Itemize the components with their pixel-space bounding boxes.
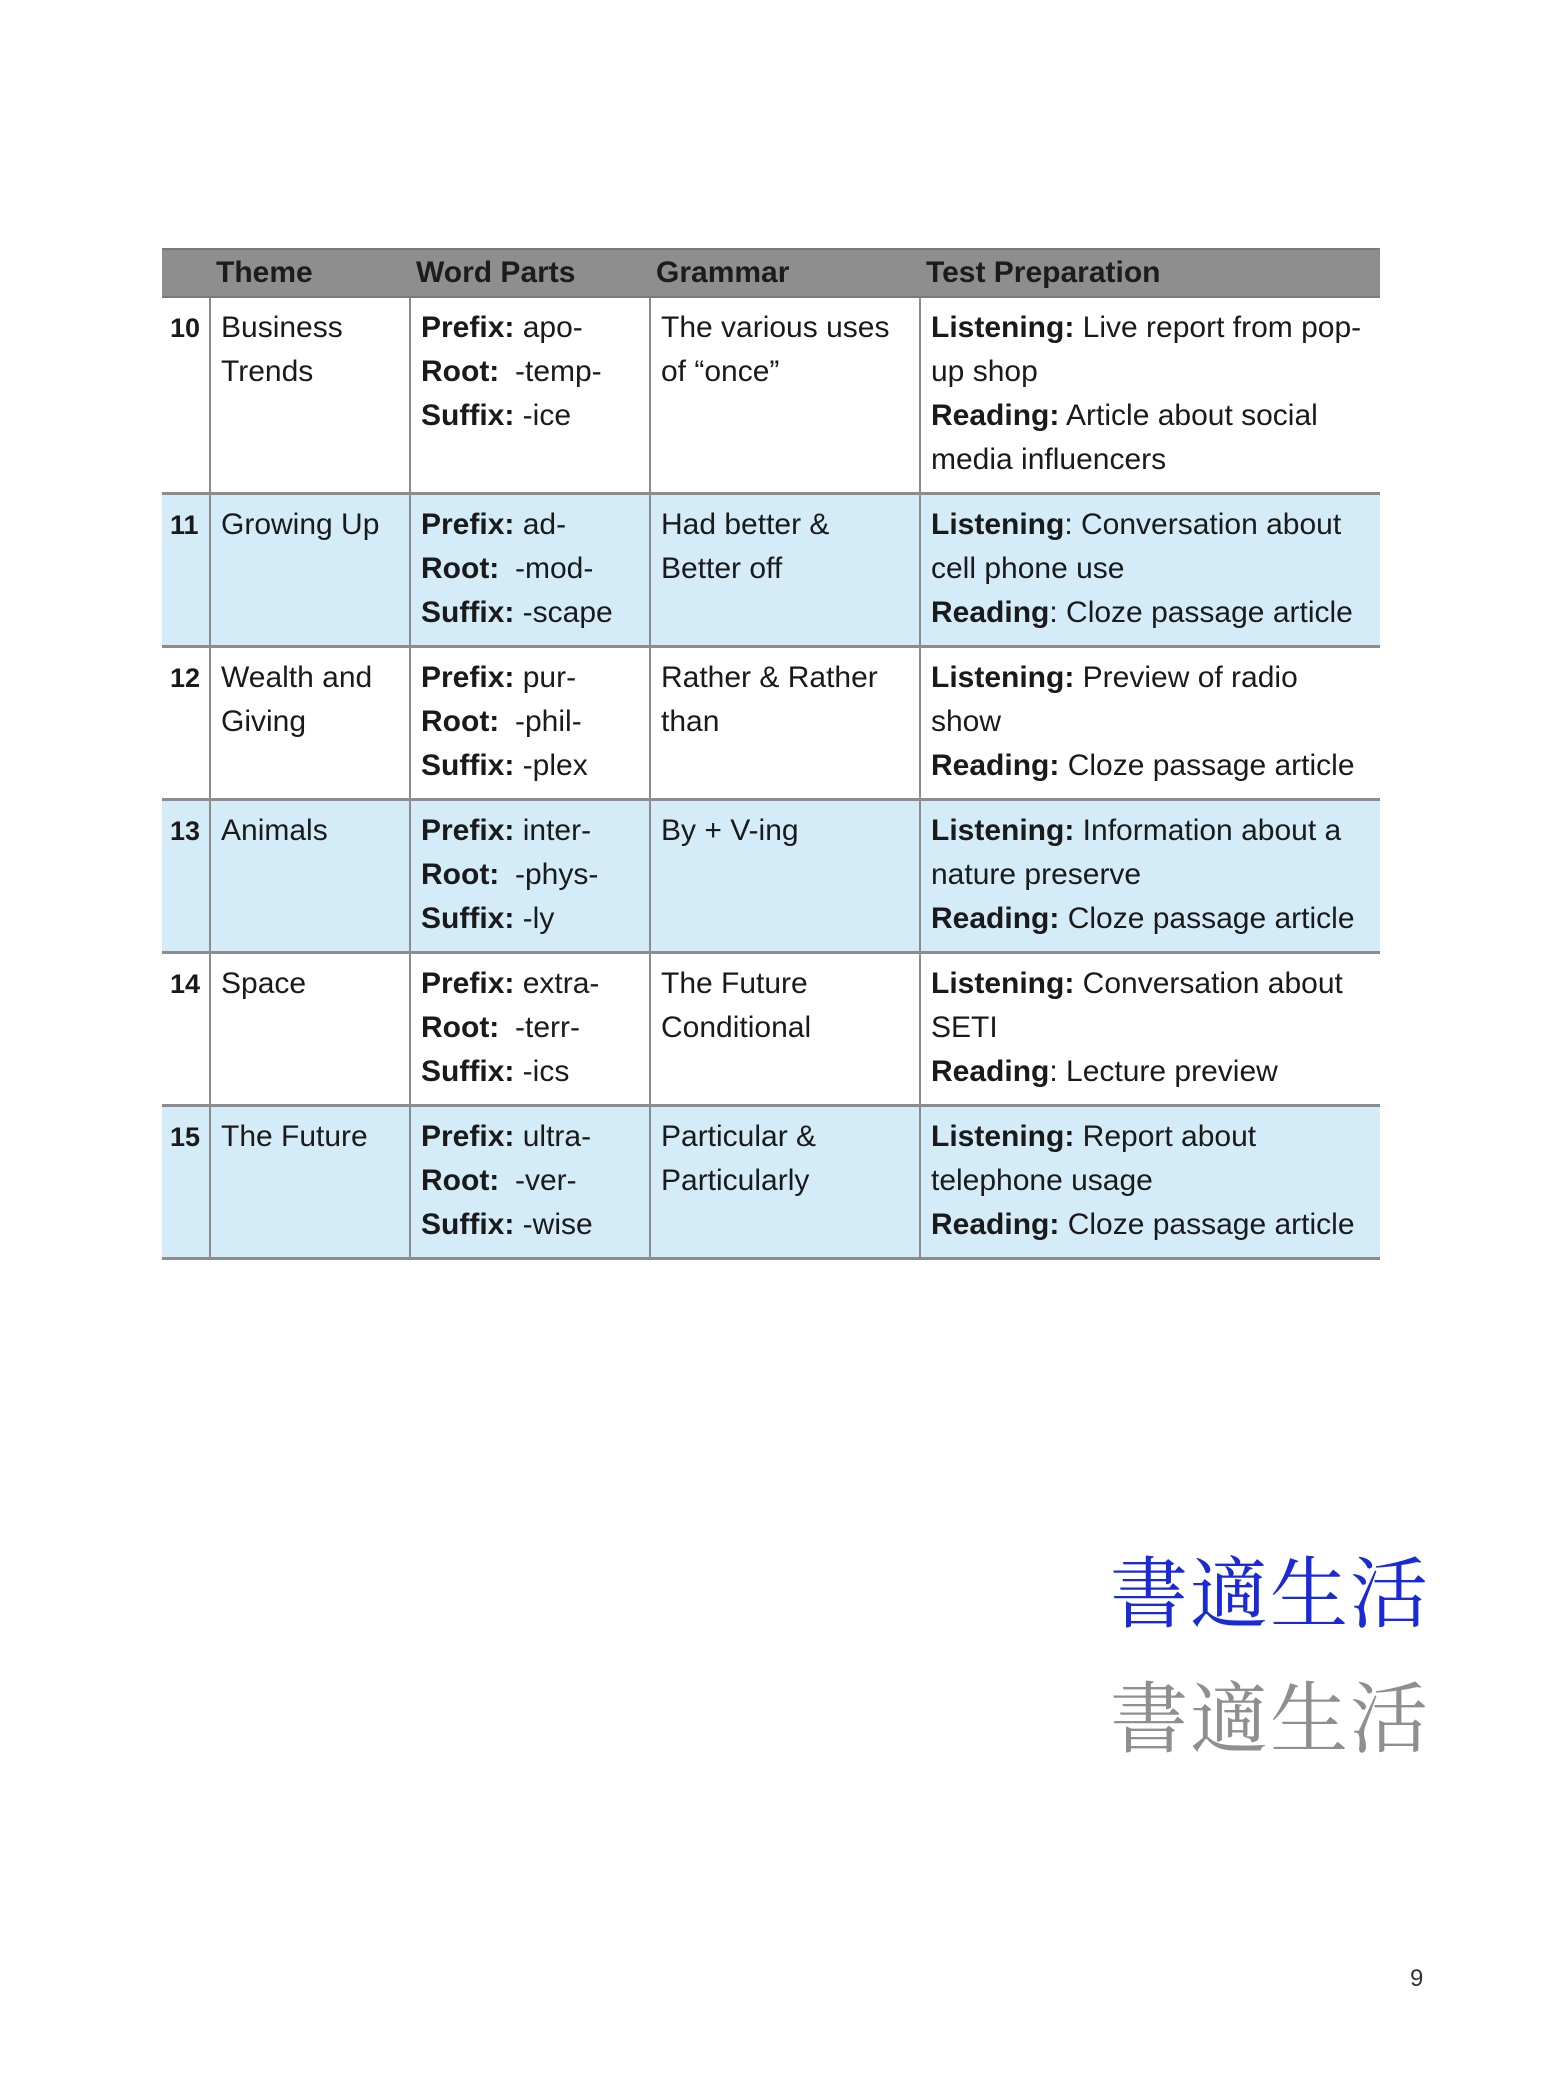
reading-label: Reading	[931, 1055, 1050, 1088]
prefix-value: ad-	[522, 508, 567, 541]
reading-line	[931, 591, 1370, 635]
suffix-label: Suffix:	[421, 749, 515, 782]
publisher-watermark-shadow: 書適生活	[1110, 1675, 1431, 1765]
root-line	[421, 853, 639, 897]
grammar-line: Had better &	[661, 508, 830, 541]
theme-line: Giving	[221, 705, 307, 738]
listening-label: Listening:	[931, 1120, 1075, 1153]
grammar-cell	[650, 800, 920, 953]
theme-line: The Future	[221, 1120, 368, 1153]
test-prep-cell	[920, 647, 1380, 800]
page-number: 9	[1410, 1965, 1424, 1992]
table-row	[162, 297, 1380, 494]
listening-label: Listening:	[931, 661, 1075, 694]
prefix-label: Prefix:	[421, 508, 515, 541]
reading-text: : Lecture preview	[1049, 1055, 1278, 1088]
prefix-label: Prefix:	[421, 967, 515, 1000]
suffix-value: -ly	[522, 902, 555, 935]
suffix-label: Suffix:	[421, 1055, 515, 1088]
suffix-line	[421, 1050, 639, 1094]
table-row	[162, 1106, 1380, 1259]
suffix-value: -ics	[522, 1055, 570, 1088]
theme-line: Business	[221, 311, 343, 344]
table-row	[162, 953, 1380, 1106]
reading-label: Reading:	[931, 902, 1060, 935]
listening-line	[931, 656, 1370, 744]
theme-line: Wealth and	[221, 661, 373, 694]
root-value: -mod-	[515, 552, 594, 585]
prefix-value: extra-	[522, 967, 600, 1000]
reading-text: Cloze passage article	[1067, 749, 1355, 782]
word-parts-cell	[410, 953, 650, 1106]
header-grammar: Grammar	[650, 249, 920, 297]
listening-label: Listening:	[931, 311, 1075, 344]
prefix-label: Prefix:	[421, 1120, 515, 1153]
suffix-label: Suffix:	[421, 596, 515, 629]
word-parts-cell	[410, 647, 650, 800]
suffix-label: Suffix:	[421, 1208, 515, 1241]
prefix-value: ultra-	[522, 1120, 592, 1153]
listening-line	[931, 306, 1370, 394]
word-parts-cell	[410, 800, 650, 953]
listening-line	[931, 1115, 1370, 1203]
test-prep-cell	[920, 1106, 1380, 1259]
suffix-line	[421, 394, 639, 438]
listening-text: Conversation about SETI	[931, 967, 1343, 1044]
root-value: -phil-	[515, 705, 582, 738]
header-theme: Theme	[210, 249, 410, 297]
suffix-line	[421, 591, 639, 635]
unit-number: 13	[162, 800, 210, 953]
listening-line	[931, 809, 1370, 897]
prefix-line	[421, 1115, 639, 1159]
root-line	[421, 350, 639, 394]
root-line	[421, 1159, 639, 1203]
suffix-line	[421, 897, 639, 941]
listening-line	[931, 962, 1370, 1050]
reading-line	[931, 394, 1370, 482]
suffix-value: -wise	[522, 1208, 593, 1241]
reading-text: : Cloze passage article	[1049, 596, 1353, 629]
prefix-value: pur-	[522, 661, 577, 694]
root-value: -temp-	[515, 355, 602, 388]
prefix-label: Prefix:	[421, 661, 515, 694]
suffix-label: Suffix:	[421, 902, 515, 935]
listening-text: : Conversation about cell phone use	[931, 508, 1342, 585]
prefix-line	[421, 809, 639, 853]
listening-text: Information about a nature preserve	[931, 814, 1342, 891]
reading-label: Reading:	[931, 399, 1060, 432]
reading-label: Reading	[931, 596, 1050, 629]
grammar-line: Particularly	[661, 1164, 810, 1197]
reading-line	[931, 1203, 1370, 1247]
suffix-line	[421, 744, 639, 788]
theme-cell	[210, 800, 410, 953]
root-line	[421, 547, 639, 591]
grammar-line: Particular &	[661, 1120, 817, 1153]
table-row	[162, 647, 1380, 800]
root-label: Root:	[421, 355, 500, 388]
listening-text: Report about telephone usage	[931, 1120, 1257, 1197]
root-line	[421, 700, 639, 744]
prefix-line	[421, 306, 639, 350]
table-header-row	[162, 249, 1380, 297]
header-test-preparation: Test Preparation	[920, 249, 1380, 297]
grammar-cell	[650, 494, 920, 647]
grammar-line: The Future	[661, 967, 808, 1000]
listening-label: Listening:	[931, 967, 1075, 1000]
word-parts-cell	[410, 1106, 650, 1259]
root-value: -phys-	[515, 858, 599, 891]
grammar-cell	[650, 647, 920, 800]
prefix-label: Prefix:	[421, 311, 515, 344]
prefix-line	[421, 503, 639, 547]
unit-number: 12	[162, 647, 210, 800]
reading-label: Reading:	[931, 749, 1060, 782]
reading-text: Cloze passage article	[1067, 1208, 1355, 1241]
theme-cell	[210, 647, 410, 800]
grammar-line: The various uses	[661, 311, 890, 344]
test-prep-cell	[920, 494, 1380, 647]
prefix-line	[421, 656, 639, 700]
root-label: Root:	[421, 552, 500, 585]
syllabus-table	[162, 248, 1380, 1260]
suffix-label: Suffix:	[421, 399, 515, 432]
prefix-label: Prefix:	[421, 814, 515, 847]
reading-line	[931, 744, 1370, 788]
word-parts-cell	[410, 494, 650, 647]
prefix-value: apo-	[522, 311, 583, 344]
suffix-value: -ice	[522, 399, 572, 432]
theme-line: Growing Up	[221, 508, 380, 541]
theme-cell	[210, 297, 410, 494]
header-number	[162, 249, 210, 297]
root-label: Root:	[421, 1011, 500, 1044]
table-row	[162, 494, 1380, 647]
grammar-line: Better off	[661, 552, 783, 585]
theme-line: Animals	[221, 814, 328, 847]
grammar-line: Rather & Rather	[661, 661, 878, 694]
theme-line: Trends	[221, 355, 314, 388]
prefix-line	[421, 962, 639, 1006]
grammar-line: By + V-ing	[661, 814, 799, 847]
word-parts-cell	[410, 297, 650, 494]
theme-cell	[210, 1106, 410, 1259]
publisher-watermark: 書適生活	[1110, 1550, 1431, 1640]
prefix-value: inter-	[522, 814, 592, 847]
unit-number: 10	[162, 297, 210, 494]
grammar-line: of “once”	[661, 355, 780, 388]
grammar-cell	[650, 953, 920, 1106]
listening-line	[931, 503, 1370, 591]
unit-number: 15	[162, 1106, 210, 1259]
listening-label: Listening:	[931, 814, 1075, 847]
suffix-line	[421, 1203, 639, 1247]
root-label: Root:	[421, 858, 500, 891]
theme-line: Space	[221, 967, 307, 1000]
root-line	[421, 1006, 639, 1050]
root-value: -ver-	[515, 1164, 577, 1197]
reading-line	[931, 1050, 1370, 1094]
header-word-parts: Word Parts	[410, 249, 650, 297]
grammar-cell	[650, 1106, 920, 1259]
unit-number: 14	[162, 953, 210, 1106]
listening-text: Live report from pop-up shop	[931, 311, 1362, 388]
table-row	[162, 800, 1380, 953]
grammar-line: Conditional	[661, 1011, 812, 1044]
unit-number: 11	[162, 494, 210, 647]
suffix-value: -plex	[522, 749, 588, 782]
test-prep-cell	[920, 953, 1380, 1106]
reading-text: Article about social media influencers	[931, 399, 1318, 476]
test-prep-cell	[920, 297, 1380, 494]
root-label: Root:	[421, 705, 500, 738]
reading-line	[931, 897, 1370, 941]
listening-text: Preview of radio show	[931, 661, 1298, 738]
suffix-value: -scape	[522, 596, 613, 629]
reading-label: Reading:	[931, 1208, 1060, 1241]
root-value: -terr-	[515, 1011, 580, 1044]
test-prep-cell	[920, 800, 1380, 953]
listening-label: Listening	[931, 508, 1065, 541]
grammar-cell	[650, 297, 920, 494]
grammar-line: than	[661, 705, 720, 738]
root-label: Root:	[421, 1164, 500, 1197]
theme-cell	[210, 494, 410, 647]
theme-cell	[210, 953, 410, 1106]
reading-text: Cloze passage article	[1067, 902, 1355, 935]
